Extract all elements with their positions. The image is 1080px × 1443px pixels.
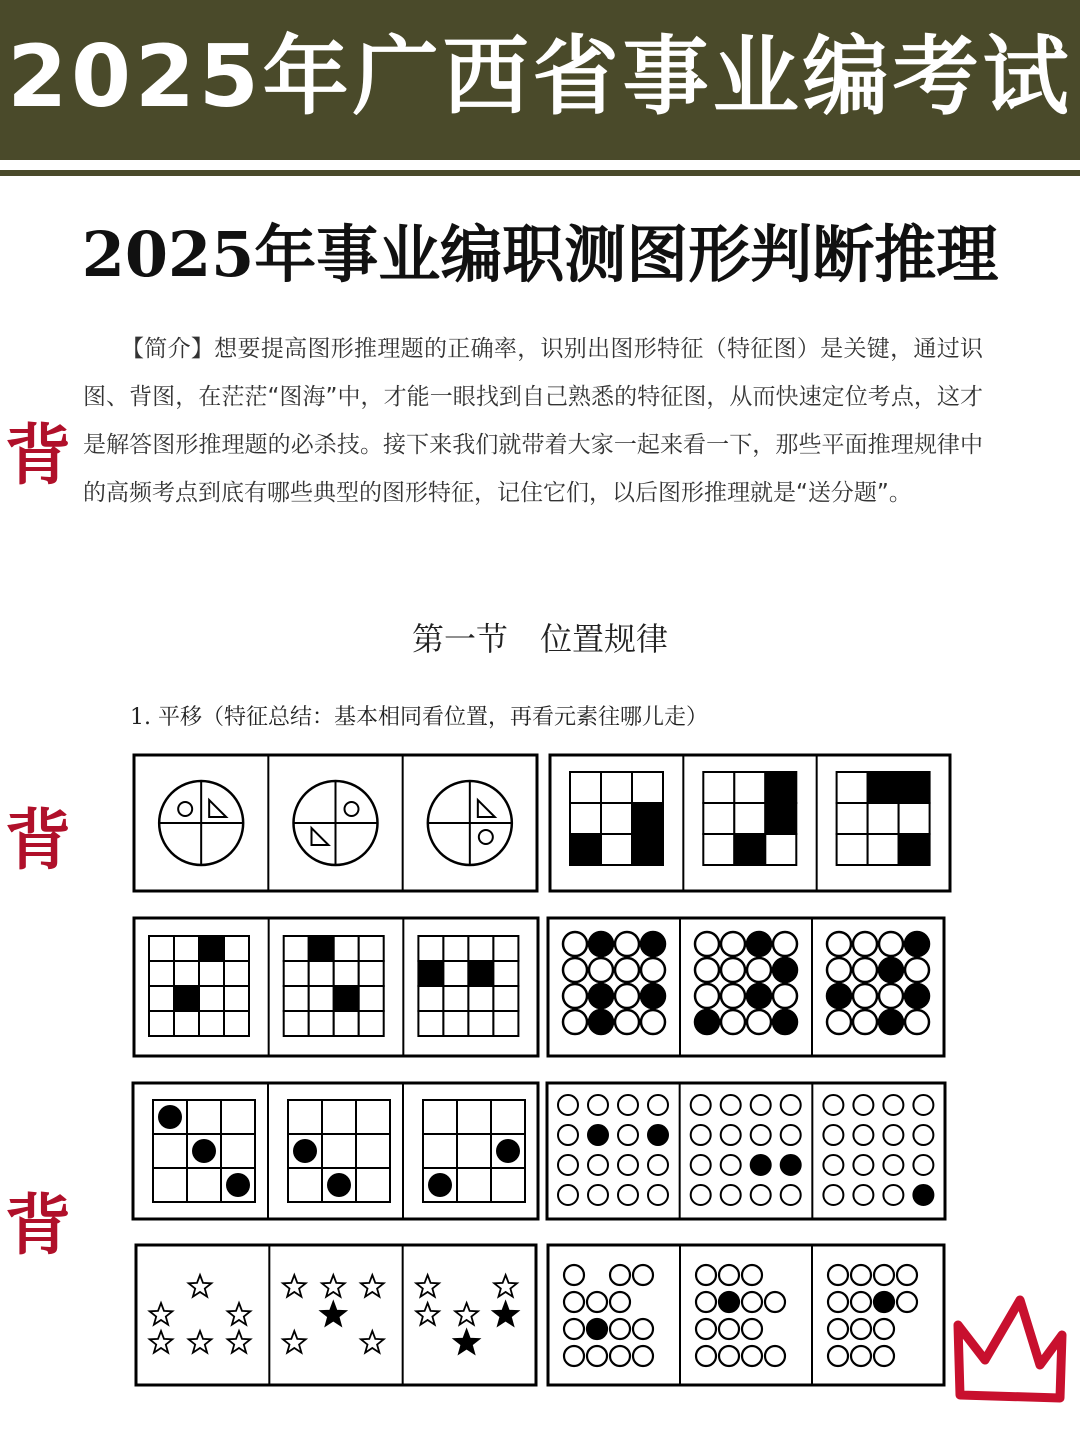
small-grid-circle (913, 1125, 933, 1145)
small-circle-mark (479, 830, 493, 844)
row-circle (874, 1346, 894, 1366)
small-grid-circle (648, 1185, 668, 1205)
black-star (321, 1302, 346, 1326)
row-circle (828, 1292, 848, 1312)
grid-circle (695, 984, 719, 1008)
small-grid-circle (588, 1125, 608, 1145)
small-grid-circle (853, 1185, 873, 1205)
grid-cell (359, 961, 384, 986)
grid-cell (457, 1100, 491, 1134)
grid-cell (187, 1100, 221, 1134)
small-grid-circle (823, 1095, 843, 1115)
grid-cell (309, 986, 334, 1011)
grid-dot (428, 1173, 452, 1197)
grid-cell (356, 1168, 390, 1202)
grid-circle (589, 1010, 613, 1034)
row-circle (633, 1265, 653, 1285)
grid-circle (773, 1010, 797, 1034)
grid-circle (827, 1010, 851, 1034)
grid-circle (879, 932, 903, 956)
white-star (283, 1331, 306, 1353)
small-grid-circle (558, 1125, 578, 1145)
white-star (228, 1303, 251, 1325)
row-circle (587, 1319, 607, 1339)
row-circle (828, 1346, 848, 1366)
grid-cell (309, 961, 334, 986)
grid-circle (879, 984, 903, 1008)
grid-cell (899, 803, 930, 834)
grid-dot (293, 1139, 317, 1163)
row-circle (851, 1265, 871, 1285)
row-circle (587, 1346, 607, 1366)
small-grid-circle (648, 1125, 668, 1145)
row-circle (828, 1319, 848, 1339)
row-circle (610, 1265, 630, 1285)
grid-circle (615, 958, 639, 982)
small-circle-mark (345, 802, 359, 816)
intro-paragraph: 【简介】想要提高图形推理题的正确率，识别出图形特征（特征图）是关键，通过识图、背图，在茫茫“图海”中，才能一眼找到自己熟悉的特征图，从而快速定位考点，这才是解答图形推理题的必杀技。接下来我们就带着大家一起来看一下，那些平面推理规律中的高频考点到底有哪些典型的图形特征，记住它们，以后图形推理就是“送分题”。 (83, 336, 983, 506)
grid-cell (837, 803, 868, 834)
grid-cell (356, 1134, 390, 1168)
small-circle-mark (178, 802, 192, 816)
grid-cell (149, 1011, 174, 1036)
row-circle (765, 1346, 785, 1366)
row-circle (742, 1346, 762, 1366)
white-star (361, 1331, 384, 1353)
grid-cell (734, 803, 765, 834)
white-star (228, 1331, 251, 1353)
grid-cell (334, 961, 359, 986)
grid-circle (695, 932, 719, 956)
grid-cell (601, 803, 632, 834)
row-circle (719, 1265, 739, 1285)
small-grid-circle (853, 1125, 873, 1145)
grid-circle (641, 932, 665, 956)
grid-cell (174, 986, 199, 1011)
small-grid-circle (558, 1095, 578, 1115)
grid-cell (334, 936, 359, 961)
row-circle (874, 1319, 894, 1339)
grid-cell (601, 772, 632, 803)
side-mark-2: 背 (5, 801, 71, 879)
grid-cell (468, 961, 493, 986)
grid-cell (224, 936, 249, 961)
small-grid-circle (883, 1095, 903, 1115)
grid-circle (589, 932, 613, 956)
white-star (361, 1275, 384, 1297)
grid-cell (309, 936, 334, 961)
grid-dot (192, 1139, 216, 1163)
grid-cell (601, 834, 632, 865)
row-circle (742, 1319, 762, 1339)
white-star (189, 1331, 212, 1353)
grid-cell (493, 986, 518, 1011)
grid-cell (899, 772, 930, 803)
grid-cell (284, 936, 309, 961)
grid-cell (765, 772, 796, 803)
grid-cell (493, 1011, 518, 1036)
grid-circle (563, 984, 587, 1008)
white-star (150, 1303, 173, 1325)
grid-circle (747, 984, 771, 1008)
white-star (150, 1331, 173, 1353)
grid-circle (641, 1010, 665, 1034)
grid-circle (773, 984, 797, 1008)
white-star (416, 1303, 439, 1325)
grid-circle (721, 984, 745, 1008)
small-grid-circle (823, 1185, 843, 1205)
grid-cell (284, 961, 309, 986)
small-grid-circle (883, 1125, 903, 1145)
grid-cell (221, 1100, 255, 1134)
row-circle (564, 1265, 584, 1285)
grid-circle (905, 932, 929, 956)
grid-cell (359, 1011, 384, 1036)
grid-circle (773, 932, 797, 956)
row-circle (610, 1346, 630, 1366)
grid-cell (837, 772, 868, 803)
small-grid-circle (648, 1095, 668, 1115)
row-circle (564, 1292, 584, 1312)
white-star (322, 1275, 345, 1297)
black-star (493, 1302, 518, 1326)
grid-cell (468, 936, 493, 961)
grid-cell (284, 986, 309, 1011)
row-circle (742, 1292, 762, 1312)
small-grid-circle (691, 1125, 711, 1145)
small-grid-circle (781, 1095, 801, 1115)
grid-circle (905, 958, 929, 982)
row-circle (742, 1265, 762, 1285)
white-star (416, 1275, 439, 1297)
small-grid-circle (883, 1185, 903, 1205)
grid-cell (765, 834, 796, 865)
small-grid-circle (691, 1185, 711, 1205)
grid-cell (443, 1011, 468, 1036)
grid-cell (224, 961, 249, 986)
grid-circle (563, 958, 587, 982)
grid-cell (174, 961, 199, 986)
row-circle (587, 1292, 607, 1312)
page-title: 2025年事业编职测图形判断推理 (81, 218, 999, 291)
small-grid-circle (558, 1155, 578, 1175)
small-grid-circle (913, 1095, 933, 1115)
small-grid-circle (721, 1185, 741, 1205)
grid-cell (322, 1134, 356, 1168)
grid-cell (457, 1168, 491, 1202)
small-grid-circle (588, 1155, 608, 1175)
crown-doodle (958, 1300, 1062, 1398)
small-grid-circle (751, 1155, 771, 1175)
grid-cell (632, 834, 663, 865)
small-grid-circle (751, 1095, 771, 1115)
grid-cell (153, 1168, 187, 1202)
grid-cell (765, 803, 796, 834)
grid-cell (443, 986, 468, 1011)
grid-cell (493, 961, 518, 986)
grid-cell (899, 834, 930, 865)
row-circle (633, 1346, 653, 1366)
grid-dot (496, 1139, 520, 1163)
small-triangle-mark (209, 800, 226, 817)
grid-circle (773, 958, 797, 982)
grid-circle (641, 984, 665, 1008)
small-triangle-mark (312, 828, 329, 845)
grid-cell (334, 986, 359, 1011)
row-circle (564, 1346, 584, 1366)
grid-cell (199, 1011, 224, 1036)
small-grid-circle (691, 1155, 711, 1175)
grid-cell (837, 834, 868, 865)
grid-cell (174, 936, 199, 961)
grid-circle (615, 984, 639, 1008)
small-grid-circle (751, 1125, 771, 1145)
grid-circle (695, 1010, 719, 1034)
grid-circle (589, 984, 613, 1008)
side-mark-3: 背 (5, 1186, 71, 1264)
grid-cell (703, 834, 734, 865)
side-mark-1: 背 (5, 416, 71, 494)
grid-cell (632, 803, 663, 834)
banner-title: 2025年广西省事业编考试 (7, 27, 1073, 127)
small-grid-circle (691, 1095, 711, 1115)
grid-cell (224, 986, 249, 1011)
row-circle (696, 1265, 716, 1285)
grid-circle (827, 958, 851, 982)
small-grid-circle (721, 1095, 741, 1115)
grid-cell (309, 1011, 334, 1036)
grid-circle (695, 958, 719, 982)
grid-cell (868, 803, 899, 834)
grid-cell (187, 1168, 221, 1202)
grid-cell (149, 936, 174, 961)
small-grid-circle (618, 1095, 638, 1115)
small-grid-circle (781, 1155, 801, 1175)
row-circle (851, 1292, 871, 1312)
grid-cell (493, 936, 518, 961)
grid-cell (418, 986, 443, 1011)
row-circle (633, 1319, 653, 1339)
grid-cell (868, 834, 899, 865)
row-circle (897, 1292, 917, 1312)
grid-cell (418, 1011, 443, 1036)
grid-cell (570, 772, 601, 803)
grid-cell (734, 834, 765, 865)
small-grid-circle (588, 1185, 608, 1205)
grid-cell (334, 1011, 359, 1036)
figure-root (133, 755, 950, 1385)
grid-cell (153, 1134, 187, 1168)
white-star (455, 1303, 478, 1325)
grid-cell (149, 986, 174, 1011)
grid-circle (879, 1010, 903, 1034)
small-triangle-mark (478, 800, 495, 817)
grid-cell (359, 936, 384, 961)
row-circle (897, 1265, 917, 1285)
grid-circle (721, 932, 745, 956)
grid-circle (827, 932, 851, 956)
row-circle (851, 1346, 871, 1366)
grid-cell (174, 1011, 199, 1036)
row-circle (719, 1292, 739, 1312)
grid-dot (158, 1105, 182, 1129)
row-circle (874, 1265, 894, 1285)
grid-circle (879, 958, 903, 982)
grid-circle (853, 958, 877, 982)
row-circle (610, 1319, 630, 1339)
small-grid-circle (558, 1185, 578, 1205)
row-circle (610, 1292, 630, 1312)
grid-cell (359, 986, 384, 1011)
small-grid-circle (781, 1125, 801, 1145)
grid-cell (199, 961, 224, 986)
grid-cell (491, 1168, 525, 1202)
grid-cell (570, 803, 601, 834)
grid-cell (418, 961, 443, 986)
grid-dot (226, 1173, 250, 1197)
section-title: 第一节 位置规律 (411, 620, 668, 658)
grid-circle (747, 932, 771, 956)
small-grid-circle (913, 1185, 933, 1205)
grid-cell (443, 936, 468, 961)
row-circle (719, 1319, 739, 1339)
grid-cell (423, 1100, 457, 1134)
row-circle (696, 1292, 716, 1312)
grid-cell (468, 1011, 493, 1036)
grid-cell (288, 1100, 322, 1134)
grid-cell (570, 834, 601, 865)
grid-circle (615, 932, 639, 956)
small-grid-circle (648, 1155, 668, 1175)
grid-cell (443, 961, 468, 986)
small-grid-circle (823, 1125, 843, 1145)
grid-circle (563, 1010, 587, 1034)
row-circle (874, 1292, 894, 1312)
small-grid-circle (721, 1125, 741, 1145)
small-grid-circle (883, 1155, 903, 1175)
white-star (189, 1275, 212, 1297)
grid-cell (703, 772, 734, 803)
grid-cell (703, 803, 734, 834)
small-grid-circle (618, 1185, 638, 1205)
grid-circle (853, 1010, 877, 1034)
row-circle (564, 1319, 584, 1339)
small-grid-circle (781, 1185, 801, 1205)
small-grid-circle (853, 1095, 873, 1115)
small-grid-circle (823, 1155, 843, 1175)
grid-circle (615, 1010, 639, 1034)
row-circle (765, 1292, 785, 1312)
row-circle (696, 1319, 716, 1339)
grid-circle (563, 932, 587, 956)
grid-cell (149, 961, 174, 986)
grid-cell (322, 1100, 356, 1134)
grid-cell (457, 1134, 491, 1168)
subsection-title: 1. 平移（特征总结：基本相同看位置，再看元素往哪儿走） (130, 705, 708, 730)
grid-circle (905, 984, 929, 1008)
row-circle (828, 1265, 848, 1285)
row-circle (696, 1346, 716, 1366)
grid-cell (221, 1134, 255, 1168)
grid-circle (747, 958, 771, 982)
grid-cell (199, 936, 224, 961)
grid-cell (224, 1011, 249, 1036)
white-star (494, 1275, 517, 1297)
small-grid-circle (751, 1185, 771, 1205)
grid-circle (853, 932, 877, 956)
small-grid-circle (618, 1155, 638, 1175)
grid-circle (721, 1010, 745, 1034)
grid-circle (827, 984, 851, 1008)
row-circle (851, 1319, 871, 1339)
black-star (454, 1330, 479, 1354)
grid-cell (423, 1134, 457, 1168)
grid-cell (734, 772, 765, 803)
grid-circle (721, 958, 745, 982)
grid-cell (284, 1011, 309, 1036)
grid-cell (632, 772, 663, 803)
white-star (283, 1275, 306, 1297)
grid-cell (468, 986, 493, 1011)
grid-circle (905, 1010, 929, 1034)
small-grid-circle (721, 1155, 741, 1175)
grid-cell (418, 936, 443, 961)
grid-cell (491, 1100, 525, 1134)
grid-cell (199, 986, 224, 1011)
small-grid-circle (618, 1125, 638, 1145)
row-circle (719, 1346, 739, 1366)
grid-circle (641, 958, 665, 982)
grid-cell (356, 1100, 390, 1134)
grid-circle (853, 984, 877, 1008)
grid-cell (868, 772, 899, 803)
grid-circle (747, 1010, 771, 1034)
small-grid-circle (853, 1155, 873, 1175)
small-grid-circle (588, 1095, 608, 1115)
small-grid-circle (913, 1155, 933, 1175)
grid-dot (327, 1173, 351, 1197)
grid-circle (589, 958, 613, 982)
grid-cell (288, 1168, 322, 1202)
